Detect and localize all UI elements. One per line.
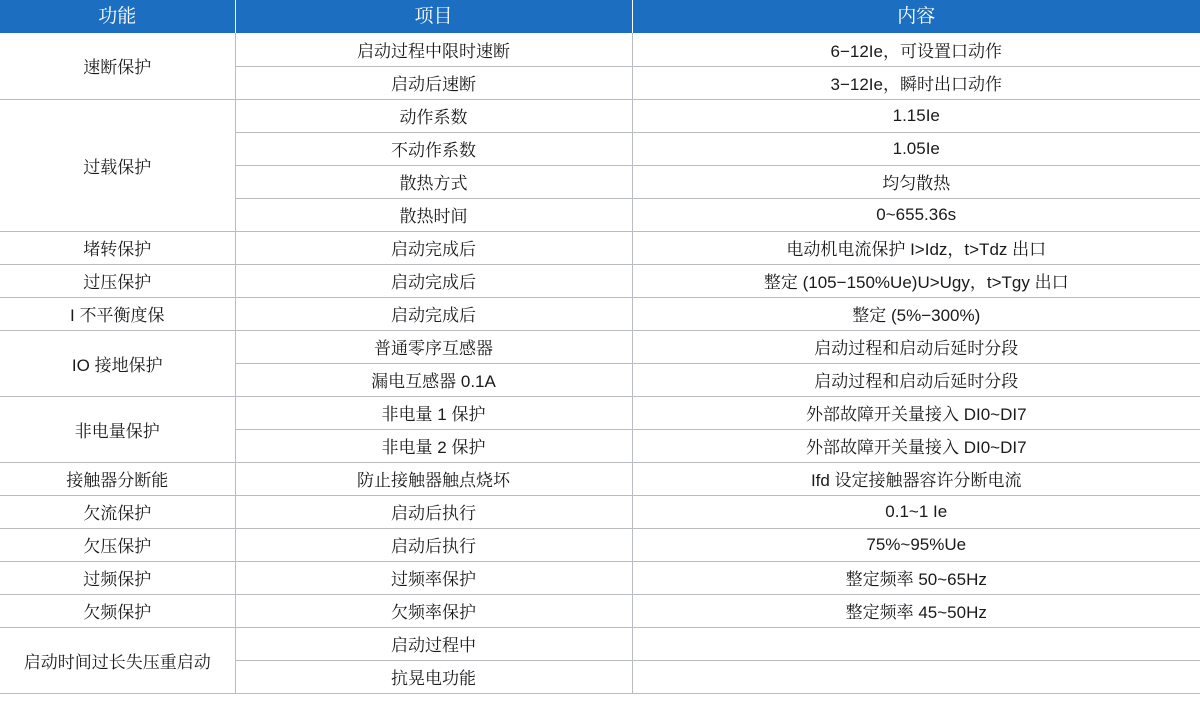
content-cell: 6−12Ie，可设置口动作 <box>632 33 1200 66</box>
table-row <box>0 330 1200 363</box>
item-cell: 非电量 2 保护 <box>235 429 632 462</box>
item-cell: 启动后执行 <box>235 528 632 561</box>
item-cell: 启动完成后 <box>235 264 632 297</box>
content-cell: 1.05Ie <box>632 132 1200 165</box>
item-cell: 普通零序互感器 <box>235 330 632 363</box>
table-body <box>0 33 1200 693</box>
function-cell: 非电量保护 <box>0 396 235 462</box>
function-cell: 欠压保护 <box>0 528 235 561</box>
function-cell: 堵转保护 <box>0 231 235 264</box>
table-row <box>0 627 1200 660</box>
function-cell: 过压保护 <box>0 264 235 297</box>
content-cell: 0.1~1 Ie <box>632 495 1200 528</box>
content-cell: 0~655.36s <box>632 198 1200 231</box>
function-cell: 接触器分断能 <box>0 462 235 495</box>
content-cell: 3−12Ie，瞬时出口动作 <box>632 66 1200 99</box>
function-cell: 速断保护 <box>0 33 235 99</box>
item-cell: 散热时间 <box>235 198 632 231</box>
content-cell: 启动过程和启动后延时分段 <box>632 330 1200 363</box>
content-cell: Ifd 设定接触器容许分断电流 <box>632 462 1200 495</box>
header-row <box>0 0 1200 33</box>
content-cell: 整定 (105−150%Ue)U>Ugy，t>Tgy 出口 <box>632 264 1200 297</box>
item-cell: 欠频率保护 <box>235 594 632 627</box>
function-cell: 启动时间过长失压重启动 <box>0 627 235 693</box>
table-header <box>0 0 1200 33</box>
item-cell: 启动后执行 <box>235 495 632 528</box>
table-row <box>0 264 1200 297</box>
table-row <box>0 33 1200 66</box>
content-cell <box>632 627 1200 660</box>
table-row <box>0 594 1200 627</box>
content-cell: 1.15Ie <box>632 99 1200 132</box>
content-cell: 整定 (5%−300%) <box>632 297 1200 330</box>
content-cell: 外部故障开关量接入 DI0~DI7 <box>632 396 1200 429</box>
function-cell: IO 接地保护 <box>0 330 235 396</box>
table-row <box>0 396 1200 429</box>
function-cell: 过载保护 <box>0 99 235 231</box>
item-cell: 启动过程中 <box>235 627 632 660</box>
table-row <box>0 297 1200 330</box>
item-cell: 启动过程中限时速断 <box>235 33 632 66</box>
table-row <box>0 495 1200 528</box>
function-cell: 欠流保护 <box>0 495 235 528</box>
item-cell: 动作系数 <box>235 99 632 132</box>
item-cell: 漏电互感器 0.1A <box>235 363 632 396</box>
content-cell <box>632 660 1200 693</box>
content-cell: 整定频率 45~50Hz <box>632 594 1200 627</box>
table-row <box>0 99 1200 132</box>
header-function: 功能 <box>0 0 235 33</box>
item-cell: 抗晃电功能 <box>235 660 632 693</box>
content-cell: 整定频率 50~65Hz <box>632 561 1200 594</box>
function-cell: 欠频保护 <box>0 594 235 627</box>
table-row <box>0 528 1200 561</box>
item-cell: 非电量 1 保护 <box>235 396 632 429</box>
header-content: 内容 <box>632 0 1200 33</box>
table-row <box>0 561 1200 594</box>
item-cell: 过频率保护 <box>235 561 632 594</box>
item-cell: 启动后速断 <box>235 66 632 99</box>
item-cell: 散热方式 <box>235 165 632 198</box>
header-item: 项目 <box>235 0 632 33</box>
item-cell: 防止接触器触点烧坏 <box>235 462 632 495</box>
content-cell: 电动机电流保护 I>Idz，t>Tdz 出口 <box>632 231 1200 264</box>
table-row <box>0 462 1200 495</box>
item-cell: 启动完成后 <box>235 231 632 264</box>
function-cell: 过频保护 <box>0 561 235 594</box>
content-cell: 75%~95%Ue <box>632 528 1200 561</box>
content-cell: 外部故障开关量接入 DI0~DI7 <box>632 429 1200 462</box>
function-cell: I 不平衡度保 <box>0 297 235 330</box>
item-cell: 启动完成后 <box>235 297 632 330</box>
content-cell: 启动过程和启动后延时分段 <box>632 363 1200 396</box>
content-cell: 均匀散热 <box>632 165 1200 198</box>
table-row <box>0 231 1200 264</box>
item-cell: 不动作系数 <box>235 132 632 165</box>
